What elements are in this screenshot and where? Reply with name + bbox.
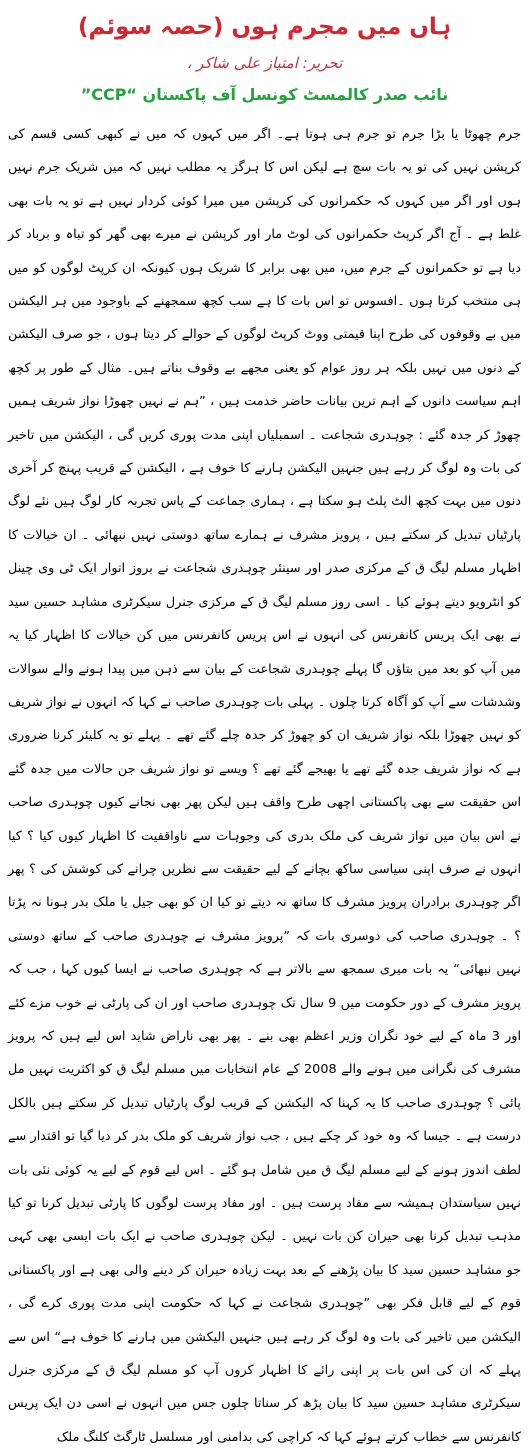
article-byline: تحریر: امتیاز علی شاکر ، xyxy=(186,54,343,72)
article-body: جرم چھوٹا یا بڑا جرم تو جرم ہی ہوتا ہے۔ اگر میں کہوں کہ میں نے کبھی کسی قسم کی کرپشن نہیں کی تو یہ بات سچ ہے لیکن اس کا ہرگز یہ مطلب نہیں کہ میں شریک جرم نہیں ہوں اور اگر میں کہوں کہ حکمرانوں کی کرپشن میں میرا کوئی کردار نہیں ہے تو یہ بات بھی غلط ہے ۔ آج اگر کرپٹ حکمرانوں کی لوٹ مار اور کرپشن نے میرے بھی گھر کو تباہ و برباد کر دیا ہے تو حکمرانوں کے جرم میں، میں بھی برابر کا شریک ہوں کیونکہ ان کرپٹ لوگوں کو میں ہی منتخب کرتا ہوں ۔افسوس تو اس بات کا ہے سب کچھ سمجھنے کے باوجود میں ہر الیکشن میں بے وقوفوں کی طرح اپنا قیمتی ووٹ کرپٹ لوگوں کے حوالے کر دیتا ہوں ، جو صرف الیکشن کے دنوں میں نہیں بلکہ ہر روز عوام کو یعنی مجھے بے وقوف بناتے ہیں۔ مثال کے طور پر کچھ اہم سیاست دانوں کے اہم ترین بیانات حاضر خدمت ہیں ، ”ہم نے نہیں چھوڑا نواز شریف ہمیں چھوڑ کر جدہ گئے : چوہدری شجاعت ۔ اسمبلیاں اپنی مدت پوری کریں گی ، الیکشن میں تاخیر کی بات وہ لوگ کر رہے ہیں جنہیں الیکشن ہارنے کا خوف ہے ، الیکشن کے قریب پہنچ کر آخری دنوں میں بہت کچھ الٹ پلٹ ہو سکتا ہے ، ہماری جماعت کے پاس تجربہ کار لوگ ہیں نئے لوگ پارٹیاں تبدیل کر سکتے ہیں ، پرویز مشرف نے ہمارے ساتھ دوستی نہیں نبھائی ۔ ان خیالات کا اظہار مسلم لیگ ق کے مرکزی صدر اور سینئر چوہدری شجاعت نے بروز اتوار ایک ٹی وی چینل کو انٹرویو دیتے ہوئے کیا ۔ اسی روز مسلم لیگ ق کے مرکزی جنرل سیکرٹری مشاہد حسین سید نے بھی ایک پریس کانفرنس کی انہوں نے اس پریس کانفرنس میں کن خیالات کا اظہار کیا یہ میں آپ کو بعد میں بتاؤں گا پہلے چوہدری شجاعت کے بیان سے ذہن میں پیدا ہونے والے سوالات وشدشات سے آپ کو آگاہ کرتا چلوں ۔ پہلی بات چوہدری صاحب نے کہا کہ انہوں نے نواز شریف کو نہیں چھوڑا بلکہ نواز شریف ان کو چھوڑ کر جدہ چلے گئے تھے ۔ پہلے تو یہ کلیئر کرنا ضروری ہے کہ نواز شریف جدہ گئے تھے یا بھیجے گئے تھے ؟ ویسے تو نواز شریف جن حالات میں جدہ گئے اس حقیقت سے بھی پاکستانی اچھی طرح واقف ہیں لیکن پھر بھی نجانے کیوں چوہدری صاحب نے اس بیان میں نواز شریف کی ملک بدری کی وجوہات سے ناواقفیت کا اظہار کیوں کیا ؟ کیا انہوں نے صرف اپنی سیاسی ساکھ بچانے کے لیے حقیقت سے نظریں چرانے کی کوشش کی ؟ پھر اگر چوہدری برادران پرویز مشرف کا ساتھ نہ دیتے تو کیا ان کو بھی جیل یا ملک بدر ہونا نہ پڑتا ؟ ۔ چوہدری صاحب کی دوسری بات کہ ”پرویز مشرف نے چوہدری صاحب کے ساتھ دوستی نہیں نبھائی“ یہ بات میری سمجھ سے بالاتر ہے کہ چوہدری صاحب نے ایسا کیوں کہا ، جب کہ پرویز مشرف کے دور حکومت میں 9 سال تک چوہدری صاحب اور ان کی پارٹی نے خوب مزے کئے اور 3 ماہ کے لیے خود نگران وزیر اعظم بھی بنے ۔ پھر بھی ناراض شاید اس لیے ہیں کہ پرویز مشرف کی نگرانی میں ہونے والے 2008 کے عام انتخابات میں مسلم لیگ ق کو اکثریت نہیں مل پائی ؟ چوہدری صاحب کا یہ کہنا کہ الیکشن کے قریب لوگ پارٹیاں تبدیل کر سکتے ہیں بالکل درست ہے ۔ جیسا کہ وہ خود کر چکے ہیں ، جب نواز شریف کو ملک بدر کر دیا گیا تو اقتدار سے لطف اندوز ہونے کے لیے مسلم لیگ ق میں شامل ہو گئے ۔ اس لیے قوم کے لیے یہ کوئی نئی بات نہیں سیاستدان ہمیشہ سے مفاد پرست ہیں ۔ اور مفاد پرست لوگوں کا پارٹی تبدیل کرنا تو کیا مذہب تبدیل کرنا بھی حیران کن بات نہیں ۔ لیکن چوہدری صاحب نے ایک بات ایسی بھی کہی جو مشاہد حسین سید کا بیان پڑھنے کے بعد بہت زیادہ حیران کر دینے والی بھی ہے اور پاکستانی قوم کے لیے قابل فکر بھی ”چوہدری شجاعت نے کہا کہ حکومت اپنی مدت پوری کرے گی ، الیکشن میں تاخیر کی بات وہ لوگ کر رہے ہیں جنہیں الیکشن میں ہارنے کا خوف ہے“ اس سے پہلے کہ ان کی اس بات پر اپنی رائے کا اظہار کروں آپ کو مسلم لیگ ق کے مرکزی جنرل سیکرٹری مشاہد حسین سید کا بیان پڑھ کر سناتا چلوں جس میں انہوں نے اسی دن ایک پریس کانفرنس سے خطاب کرتے ہوئے کہا کہ کراچی کی بدامنی اور مسلسل ٹارگٹ کلنگ ملک xyxy=(8,127,522,1445)
author-role xyxy=(8,84,521,106)
author-role-text: نائب صدر کالمسٹ کونسل آف پاکستان xyxy=(142,85,449,104)
article-title: ہاں میں مجرم ہوں (حصہ سوئم) xyxy=(77,14,452,40)
author-role-abbreviation: ”CCP“ xyxy=(80,85,137,104)
